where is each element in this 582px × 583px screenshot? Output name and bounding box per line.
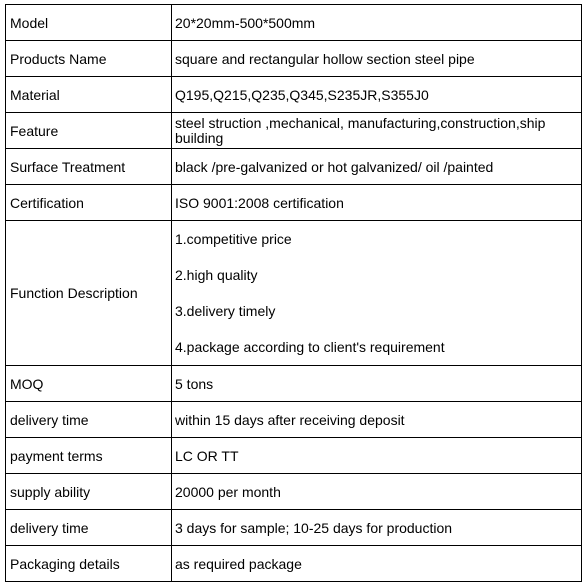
list-item: 3.delivery timely <box>175 303 276 319</box>
table-row-supply-ability <box>6 474 582 510</box>
row-value: ISO 9001:2008 certification <box>172 185 582 221</box>
row-value: 20000 per month <box>172 474 582 510</box>
table-row-payment-terms <box>6 438 582 474</box>
table-row-packaging-details <box>6 546 582 582</box>
row-value: steel struction ,mechanical, manufacturing,construction,ship building <box>172 113 582 149</box>
list-item: 4.package according to client's requirement <box>175 339 445 355</box>
table-row-feature <box>6 113 582 149</box>
row-value: 5 tons <box>172 366 582 402</box>
row-label: delivery time <box>6 402 172 438</box>
list-item: 1.competitive price <box>175 231 292 247</box>
row-value: within 15 days after receiving deposit <box>172 402 582 438</box>
row-label: Function Description <box>6 221 172 366</box>
row-label: Certification <box>6 185 172 221</box>
product-spec-table <box>5 4 582 582</box>
row-value: 20*20mm-500*500mm <box>172 5 582 41</box>
table-row-function-description <box>6 221 582 366</box>
row-value: as required package <box>172 546 582 582</box>
table-row-delivery-time-sample <box>6 510 582 546</box>
row-label: Packaging details <box>6 546 172 582</box>
row-value: black /pre-galvanized or hot galvanized/ oil /painted <box>172 149 582 185</box>
list-item: 2.high quality <box>175 267 258 283</box>
table-row-moq <box>6 366 582 402</box>
row-label: delivery time <box>6 510 172 546</box>
row-label: supply ability <box>6 474 172 510</box>
table-row-model <box>6 5 582 41</box>
row-value: LC OR TT <box>172 438 582 474</box>
table-row-products-name <box>6 41 582 77</box>
function-list <box>175 221 581 365</box>
table-row-delivery-time <box>6 402 582 438</box>
row-value-list <box>172 221 582 366</box>
row-label: Feature <box>6 113 172 149</box>
row-label: Surface Treatment <box>6 149 172 185</box>
row-value: Q195,Q215,Q235,Q345,S235JR,S355J0 <box>172 77 582 113</box>
row-label: Products Name <box>6 41 172 77</box>
table-row-surface-treatment <box>6 149 582 185</box>
row-label: payment terms <box>6 438 172 474</box>
row-value: square and rectangular hollow section steel pipe <box>172 41 582 77</box>
row-label: MOQ <box>6 366 172 402</box>
table-row-certification <box>6 185 582 221</box>
table-row-material <box>6 77 582 113</box>
row-value: 3 days for sample; 10-25 days for production <box>172 510 582 546</box>
row-label: Model <box>6 5 172 41</box>
row-label: Material <box>6 77 172 113</box>
